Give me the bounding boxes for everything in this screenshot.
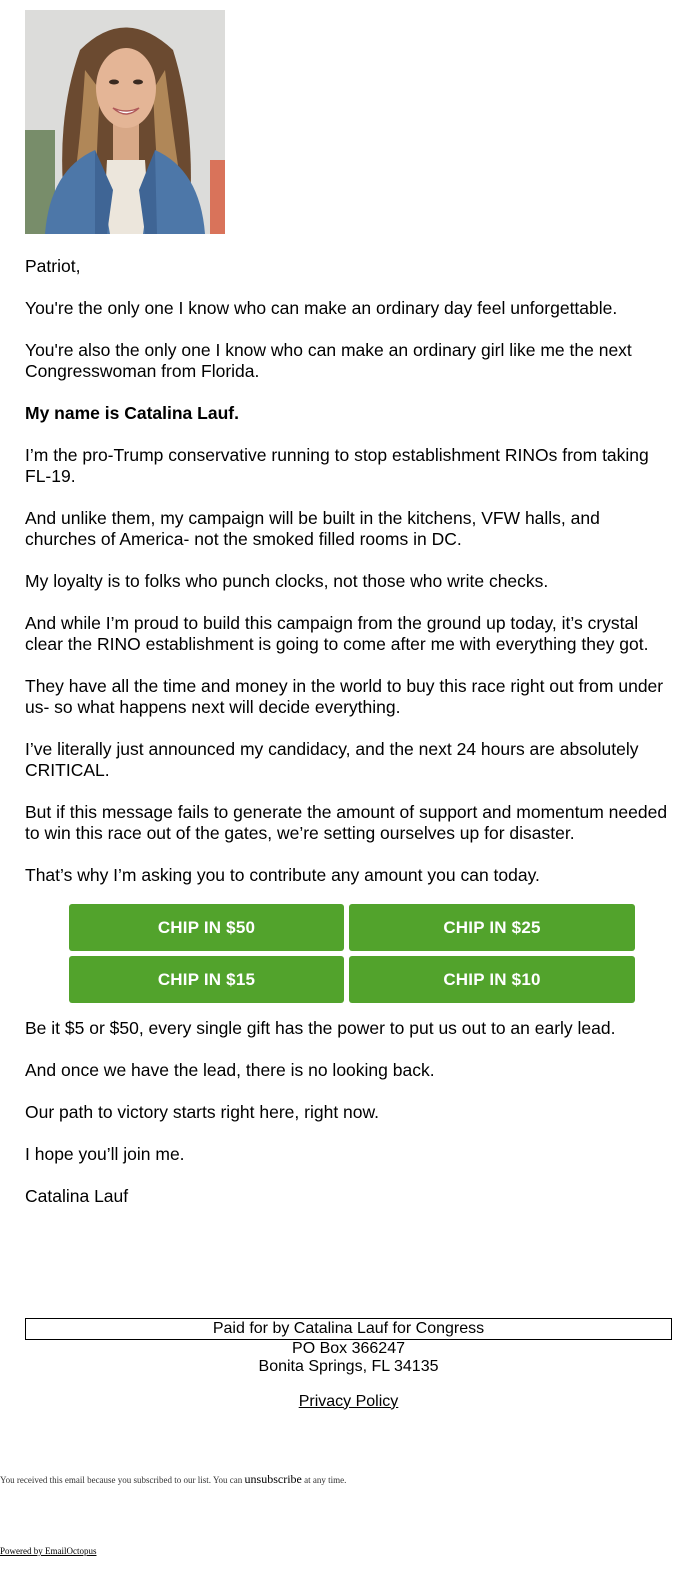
closing-section xyxy=(25,1018,670,1228)
unsubscribe-notice xyxy=(0,1472,700,1487)
address-line: Bonita Springs, FL 34135 xyxy=(258,1358,439,1375)
chip-in-50-button[interactable]: CHIP IN $50 xyxy=(69,904,344,951)
body-paragraph: Our path to victory starts right here, right now. xyxy=(25,1102,380,1122)
powered-by-link[interactable]: Powered by EmailOctopus xyxy=(0,1546,97,1556)
body-paragraph: Be it $5 or $50, every single gift has the power to put us out to an early lead. xyxy=(25,1018,616,1038)
unsubscribe-link[interactable]: unsubscribe xyxy=(244,1472,302,1486)
chip-in-15-button[interactable]: CHIP IN $15 xyxy=(69,956,344,1003)
chip-in-25-button[interactable]: CHIP IN $25 xyxy=(349,904,635,951)
body-paragraph: And while I’m proud to build this campaign from the ground up today, it’s crystal clear the RINO establishment is going to come after me with everything they got. xyxy=(25,613,649,654)
email-footer xyxy=(25,1318,672,1411)
greeting: Patriot, xyxy=(25,256,81,276)
body-paragraph: And once we have the lead, there is no looking back. xyxy=(25,1060,435,1080)
body-paragraph: You're also the only one I know who can make an ordinary girl like me the next Congresswoman from Florida. xyxy=(25,340,632,381)
body-paragraph: I’ve literally just announced my candidacy, and the next 24 hours are absolutely CRITICAL. xyxy=(25,739,639,780)
chip-in-10-button[interactable]: CHIP IN $10 xyxy=(349,956,635,1003)
candidate-photo xyxy=(25,10,225,234)
body-paragraph: I hope you’ll join me. xyxy=(25,1144,185,1164)
candidate-photo-illustration xyxy=(25,10,225,234)
body-paragraph: My loyalty is to folks who punch clocks, not those who write checks. xyxy=(25,571,549,591)
body-paragraph: And unlike them, my campaign will be built in the kitchens, VFW halls, and churches of America- not the smoked filled rooms in DC. xyxy=(25,508,600,549)
signature: Catalina Lauf xyxy=(25,1186,129,1206)
email-body xyxy=(25,10,670,1206)
address-line: PO Box 366247 xyxy=(292,1339,405,1357)
body-paragraph: I’m the pro-Trump conservative running to stop establishment RINOs from taking FL-19. xyxy=(25,445,649,486)
donation-buttons xyxy=(69,904,635,1003)
unsubscribe-text: at any time. xyxy=(304,1475,347,1485)
body-paragraph: But if this message fails to generate the amount of support and momentum needed to win this race out of the gates, we’re setting ourselves up for disaster. xyxy=(25,802,668,843)
body-paragraph: They have all the time and money in the world to buy this race right out from under us- so what happens next will decide everything. xyxy=(25,676,664,717)
paid-for-disclaimer: Paid for by Catalina Lauf for Congress xyxy=(25,1318,672,1340)
unsubscribe-text: You received this email because you subscribed to our list. You can xyxy=(0,1475,243,1485)
body-paragraph: That’s why I’m asking you to contribute any amount you can today. xyxy=(25,865,540,885)
candidate-name-intro: My name is Catalina Lauf. xyxy=(25,403,239,423)
body-paragraph: You're the only one I know who can make an ordinary day feel unforgettable. xyxy=(25,298,618,318)
privacy-policy-link[interactable]: Privacy Policy xyxy=(298,1392,399,1410)
